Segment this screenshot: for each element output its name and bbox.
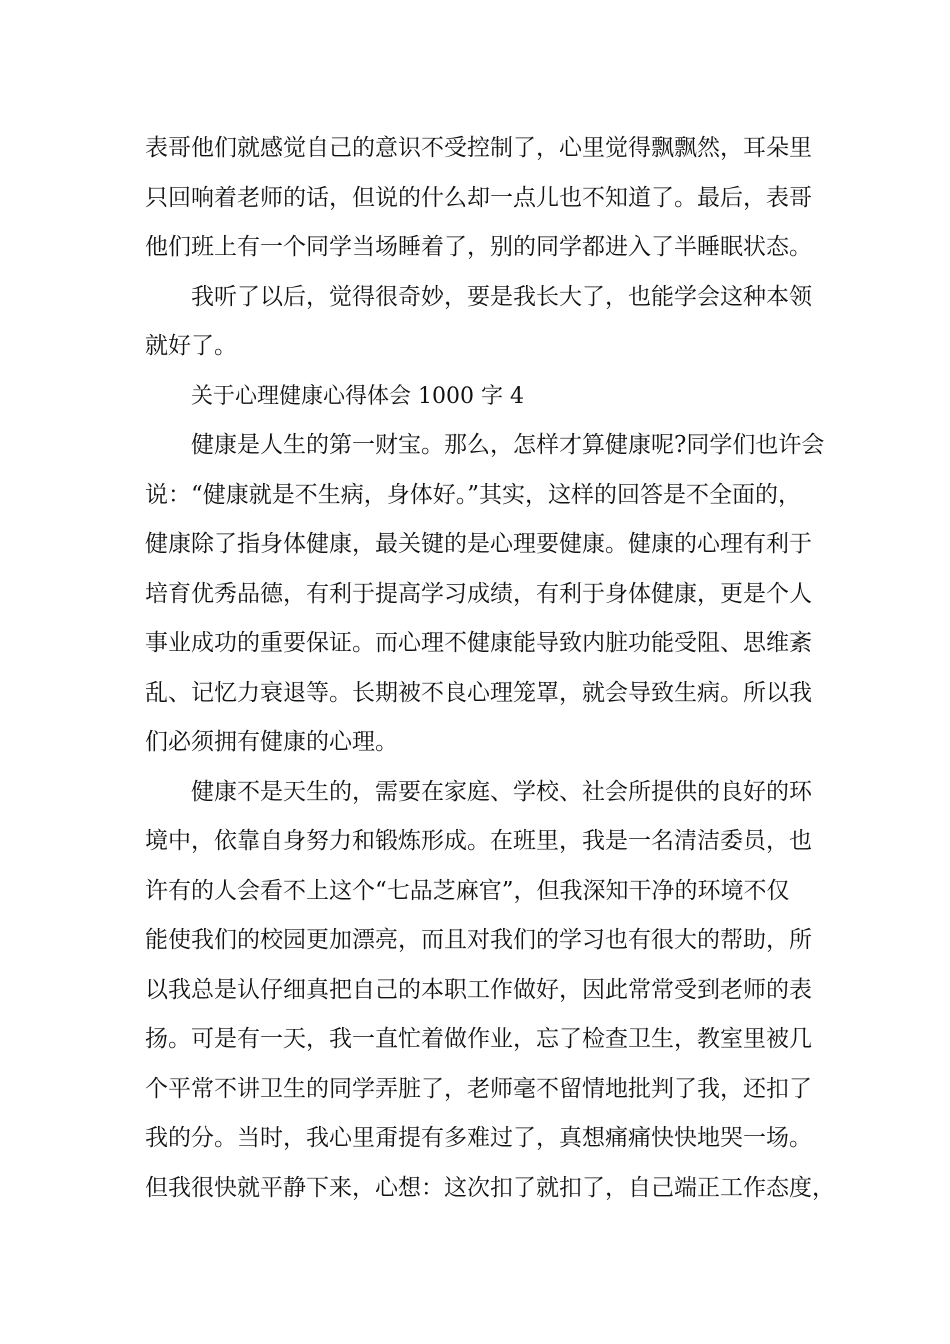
text-line: 能使我们的校园更加漂亮，而且对我们的学习也有很大的帮助，所 [145, 927, 812, 953]
paragraph-1 [145, 124, 825, 273]
text-line: 事业成功的重要保证。而心理不健康能导致内脏功能受阻、思维紊 [145, 630, 812, 656]
text-line: 他们班上有一个同学当场睡着了，别的同学都进入了半睡眠状态。 [145, 234, 812, 260]
text-line: 表哥他们就感觉自己的意识不受控制了，心里觉得飘飘然，耳朵里 [145, 135, 812, 161]
document-page [145, 124, 835, 1213]
text-line: 个平常不讲卫生的同学弄脏了，老师毫不留情地批判了我，还扣了 [145, 1075, 812, 1102]
text-line: 我听了以后，觉得很奇妙，要是我长大了，也能学会这种本领 [191, 283, 812, 310]
paragraph-4 [145, 768, 835, 1214]
text-line: 乱、记忆力衰退等。长期被不良心理笼罩，就会导致生病。所以我 [145, 679, 812, 706]
text-line: 但我很快就平静下来，心想：这次扣了就扣了，自己端正工作态度， [145, 1174, 835, 1201]
text-line: 扬。可是有一天，我一直忙着做作业，忘了检查卫生，教室里被几 [145, 1026, 812, 1052]
text-line: 培育优秀品德，有利于提高学习成绩，有利于身体健康，更是个人 [145, 580, 812, 607]
text-line: 境中，依靠自身努力和锻炼形成。在班里，我是一名清洁委员，也 [145, 828, 812, 854]
text-line: 健康是人生的第一财宝。那么，怎样才算健康呢?同学们也许会 [191, 432, 825, 458]
text-line: 就好了。 [145, 333, 237, 359]
section-heading [145, 372, 825, 422]
heading-line: 关于心理健康心得体会 1000 字 4 [191, 383, 524, 409]
text-line: 我的分。当时，我心里甭提有多难过了，真想痛痛快快地哭一场。 [145, 1125, 812, 1151]
text-line: 健康不是天生的，需要在家庭、学校、社会所提供的良好的环 [191, 778, 812, 805]
text-line: 说：“健康就是不生病，身体好。”其实，这样的回答是不全面的， [145, 481, 802, 508]
paragraph-3 [145, 421, 825, 768]
text-line: 以我总是认仔细真把自己的本职工作做好，因此常常受到老师的表 [145, 976, 812, 1003]
text-line: 健康除了指身体健康，最关键的是心理要健康。健康的心理有利于 [145, 531, 812, 557]
text-line: 许有的人会看不上这个“七品芝麻官”，但我深知干净的环境不仅 [145, 877, 790, 904]
paragraph-2 [145, 273, 825, 372]
text-line: 们必须拥有健康的心理。 [145, 729, 398, 755]
text-line: 只回响着老师的话，但说的什么却一点儿也不知道了。最后，表哥 [145, 184, 812, 211]
